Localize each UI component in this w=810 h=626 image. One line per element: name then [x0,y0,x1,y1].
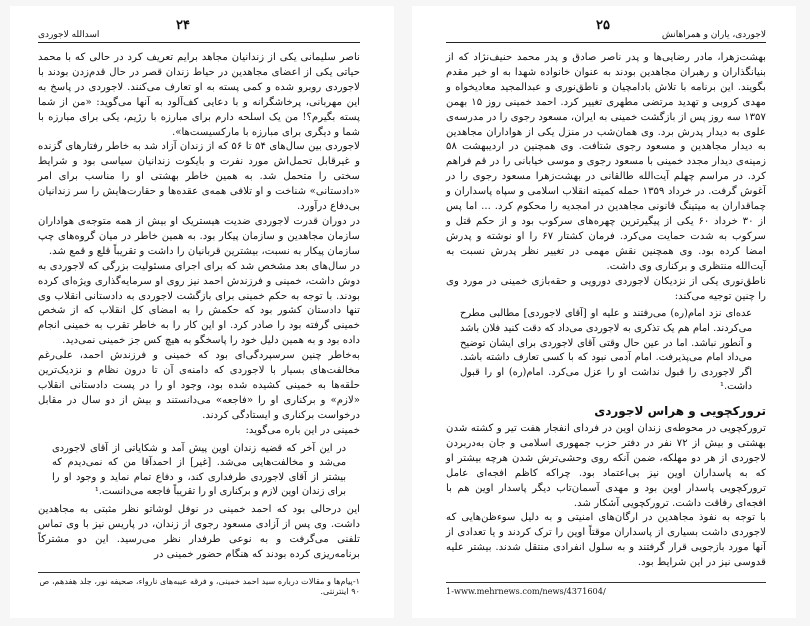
page-number: ۲۴ [176,18,190,33]
page-number: ۲۵ [596,18,610,33]
page-header [38,16,360,43]
footnote: ۱-پیام‌ها و مقالات درباره سید احمد خمینی، و فرقه عیبه‌های نارواء، صحیفه نور، جلد هفدهم، ص ۹۰ اینترنتی. [38,572,360,596]
paragraph: در دوران قدرت لاجوردی ضدیت هیستریک او بیش از همه متوجه‌ی هواداران سازمان مجاهدین و سازمان پیکار بود. به همین خاطر در میان گروه‌های چپ سازمان پیکار به نسبت، بیشترین قربانیان را داشت و تقریباً قلع و قمع شد. [38,215,360,257]
paragraph: خمینی در این باره می‌گوید: [245,424,360,436]
body-text [446,51,766,395]
section-heading: ترورکچویی و هراس لاجوردی [594,403,766,418]
paragraph: بهشت‌زهرا، مادر رضایی‌ها و پدر ناصر صادق و پدر محمد حنیف‌نژاد که از بنیانگذاران و رهبران مجاهدین بودند به عنوان خانواده شهدا به او خیر مقدم بگویند. این برنامه با تلاش بادامچیان و ناطق‌نوری و عبدالمجید معادیخواه و مهدی کروبی و تهدید مرتضی مطهری تغییر کرد. احمد خمینی روز ۱۵ بهمن ۱۳۵۷ سه روز پس از بازگشت خمینی به ایران، مسعود رجوی را در مدرسه‌ی علوی به دیدار پدرش برد. وی همان‌شب در منزل یکی از هواداران مجاهدین به دیدار مجاهدین و مسعود رجوی شتافت. وی همچنین در اردیبهشت ۵۸ زمینه‌ی دیدار مجدد خمینی با مسعود رجوی و موسی خیابانی را در قم فراهم کرد. در مراسم چهلم آیت‌الله طالقانی در بهشت‌زهرا مسعود رجوی را در آغوش گرفت. در خرداد ۱۳۵۹ حمله کمیته انقلاب اسلامی و سپاه پاسداران و چماقداران به میتینگ قانونی مجاهدین در امجدیه را محکوم کرد. ... اما پس از ۳۰ خرداد ۶۰ یکی از پیگیرترین چهره‌های سرکوب بود و از حکم قتل و سرکوب به شدت حمایت می‌کرد. فرمان کشتار ۶۷ را او نوشته و پدرش امضا کرده بود. وی همچنین نقش مهمی در تغییر نظر پدرش نسبت به آیت‌الله منتظری و برکناری وی داشت. [446,52,767,272]
right-page [412,6,796,618]
paragraph: این درحالی بود که احمد خمینی در نوفل لوشاتو نظر مثبتی به مجاهدین داشت. وی پس از آزادی مسعود رجوی از زندان، در پاریس نیز با وی تماس تلفنی می‌گرفت و به نوعی طرفدار نظر می‌رسید. این دو مشترکاً برنامه‌ریزی کرده بودند که هنگام حضور خمینی در [38,503,360,560]
running-head: لاجوردی، یاران و همراهانش [661,30,766,40]
paragraph: در سال‌های بعد مشخص شد که برای اجرای مسئولیت بزرگی که لاجوردی به دوش داشت، خمینی و فرزندش احمد نیز روی او سرمایه‌گذاری ویژه‌ای کرده بودند. با توجه به حکم خمینی برای بازگشت لاجوردی به دادستانی انقلاب وی تنها دادستان کشور بود که حکمش را به امضای کل انقلاب که از شخص خمینی گرفته بود را صادر کرد. او این کار را به خاطر تقرب به خمینی انجام داده بود و به همین دلیل خود را پاسخگو به هیچ کس جز خمینی نمی‌دید. [38,260,360,347]
section-text [446,422,766,571]
block-quote: در این آخر که قضیه زندان اوین پیش آمد و شکایاتی از آقای لاجوردی می‌شد و مخالفت‌هایی می‌شد. [غیر] از احمدآقا من که نمی‌دیدم که بیشتر از آقای لاجوردی طرفداری کند، و دفاع تمام نماید و وجود او را برای زندان اوین لازم و برکناری او را تقریباً فاجعه می‌دانست.¹ [52,442,346,498]
paragraph: با توجه به نفوذ مجاهدین در ارگان‌های امنیتی و به دلیل سوءظن‌هایی که لاجوردی داشت بسیاری از پاسداران موقتاً اوین را ترک کردند و یا تعدادی از آنها مورد بازجویی قرار گرفتند و به سلول انفرادی منتقل شدند. بیشتر علیه قدوسی نیز در این شرایط بود. [446,512,766,569]
footnote: 1-www.mehrnews.com/news/4371604/ [446,582,766,596]
body-text [38,51,360,563]
paragraph: لاجوردی بین سال‌های ۵۴ تا ۵۶ که از زندان آزاد شد به خاطر رفتارهای گزنده و غیرقابل تحمل‌اش مورد نفرت و بایکوت زندانیان سیاسی بود و شرایط سختی را متحمل شد. به همین خاطر بهشتی او را مناسب برای امر «دادستانی» شناخت و او تلافی همه‌ی عقده‌ها و حقارت‌هایش را سر زندانیان بی‌دفاع درآورد. [38,141,360,213]
paragraph: به‌خاطر چنین سرسپردگی‌ای بود که خمینی و فرزندش احمد، علی‌رغم مخالفت‌های بسیار با لاجوردی که دامنه‌ی آن تا درون نظام و نزدیک‌ترین حلقه‌ها به خمینی کشیده شده بود، وجود او را در پست دادستانی انقلاب «لازم» و برکناری او را «فاجعه» می‌دانستند و بیش از دو سال در مقابل درخواست برکناری و ایستادگی کردند. [38,350,360,421]
page-header [446,16,766,43]
paragraph: ناطق‌نوری یکی از نزدیکان لاجوردی دورویی و حقه‌بازی خمینی در مورد وی را چنین توجیه می‌کند: [446,275,766,302]
running-head: اسدالله لاجوردی [38,30,100,40]
block-quote: عده‌ای نزد امام(ره) می‌رفتند و علیه او [آقای لاجوردی] مطالبی مطرح می‌کردند. امام هم یک تذکری به لاجوردی می‌داد که دقت کنید فلان باشد و آنطور نباشد. اما در عین حال وقتی آقای لاجوردی برای ایشان توضیح می‌داد امام می‌پذیرفت. امام آدمی نبود که با کسی تعارف داشته باشد. اگر لاجوردی را قبول نداشت او را عزل می‌کرد. امام(ره) او را قبول داشت.¹ [460,308,752,393]
left-page [10,6,394,618]
paragraph: ترورکچویی در محوطه‌ی زندان اوین در فردای انفجار هفت تیر و کشته شدن بهشتی و بیش از ۷۲ نفر در دفتر حزب جمهوری اسلامی و جان به‌دربردن لاجوردی از هر دو مهلکه، ضمن آنکه روی وحشی‌ترش شدن هرچه بیشتر او که به پاسداران اوین نیز بی‌اعتماد بود. چراکه کاظم افجه‌ای عامل ترورکچویی پاسدار اوین بود و مهدی آسمان‌تاب دیگر پاسدار اوین هم با افجه‌ای رفاقت داشت. ترورکچویی آشکار شد. [446,422,766,509]
paragraph: ناصر سلیمانی یکی از زندانیان مجاهد برایم تعریف کرد در حالی که با محمد حیاتی یکی از اعضای مجاهدین در حیاط زندان قصر در حال قدم‌زدن بودند با لاجوردی روبرو شده و کمی پسته به او تعارف می‌کنند. لاجوردی در پاسخ به این مهربانی، پرخاشگرانه و با دعایی کف‌آلود به آنها می‌گوید: «من از شما پسته بگیرم؟! من یک اسلحه دارم برای مبارزه با رژیم، یکی برای مبارزه با شما و دیگری برای مبارزه با مارکسیست‌ها». [38,52,360,138]
